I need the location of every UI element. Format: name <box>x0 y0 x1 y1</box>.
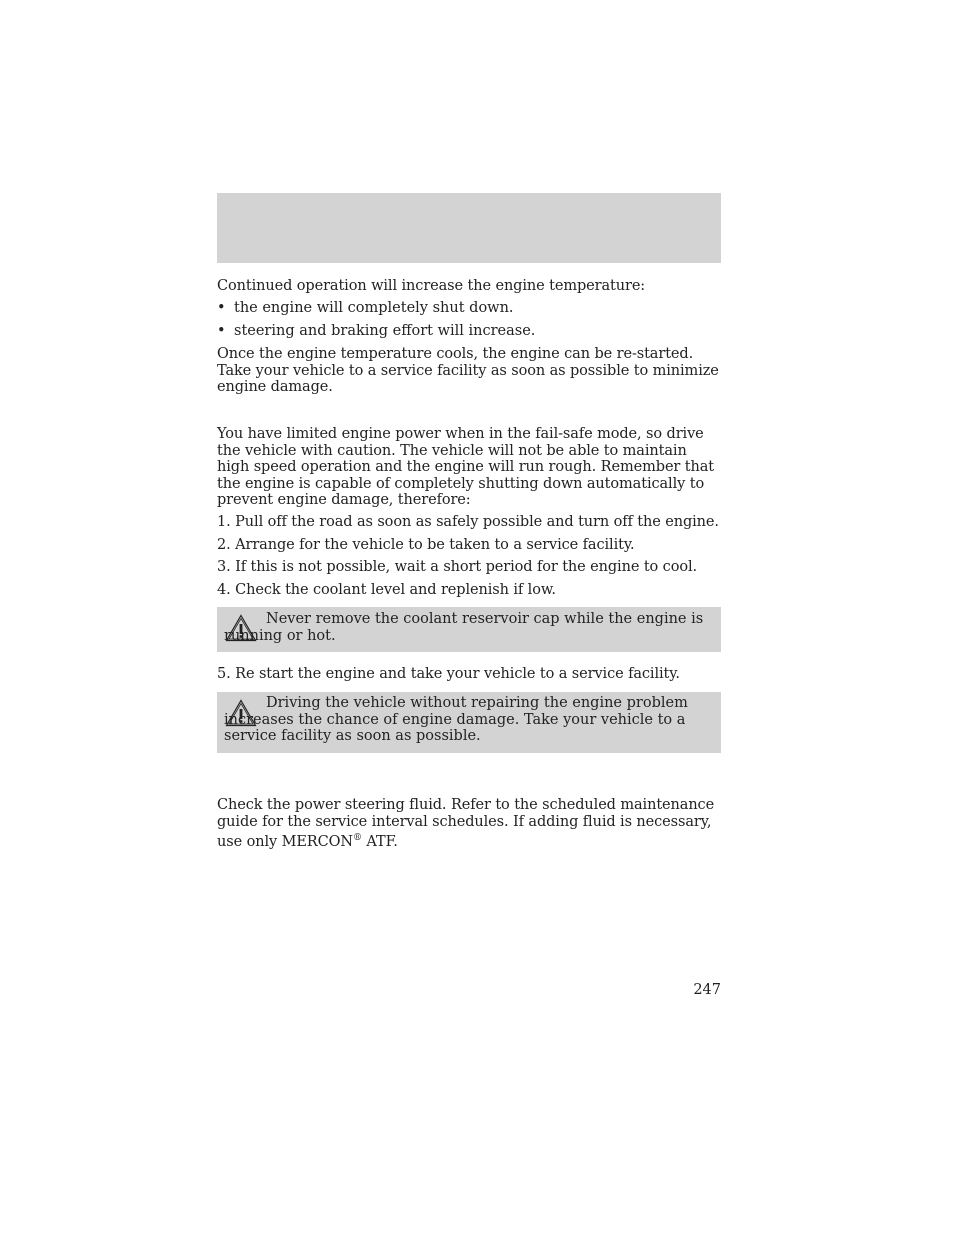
cooldown-paragraph: Once the engine temperature cools, the engine can be re-started. Take your vehicle to a service facility as soon as possible to minimize engine damage. <box>217 346 719 395</box>
bullet-icon: • <box>217 300 226 316</box>
warning-text: Never remove the coolant reservoir cap while the engine is running or hot. <box>224 611 704 644</box>
power-steering-paragraph <box>217 797 721 850</box>
bullet-item <box>217 300 721 317</box>
warning-box-engine-damage <box>217 692 721 753</box>
step-item: 2. Arrange for the vehicle to be taken to a service facility. <box>217 537 635 553</box>
power-steering-text-end: ATF. <box>361 833 398 850</box>
page-number: 247 <box>693 982 721 998</box>
bullet-item <box>217 323 721 340</box>
step-item: 5. Re start the engine and take your vehicle to a service facility. <box>217 666 680 682</box>
warning-box-coolant <box>217 607 721 652</box>
header-band <box>217 193 721 263</box>
registered-mark: ® <box>353 833 362 843</box>
step-item: 4. Check the coolant level and replenish if low. <box>217 582 556 598</box>
bullet-icon: • <box>217 323 226 339</box>
step-item: 1. Pull off the road as soon as safely possible and turn off the engine. <box>217 514 719 530</box>
bullet-text: steering and braking effort will increase. <box>234 323 536 339</box>
power-steering-text: Check the power steering fluid. Refer to the scheduled maintenance guide for the service interval schedules. If adding fluid is necessary, use only MERCON <box>217 797 715 850</box>
intro-text: Continued operation will increase the engine temperature: <box>217 278 646 294</box>
failsafe-paragraph: You have limited engine power when in the fail-safe mode, so drive the vehicle with caution. The vehicle will not be able to maintain high speed operation and the engine will run rough. Remember that the engine is capable of completely shutting down automatically to prevent engine damage, therefore: <box>217 426 715 508</box>
bullet-text: the engine will completely shut down. <box>234 300 514 316</box>
warning-text: Driving the vehicle without repairing the engine problem increases the chance of engine damage. Take your vehicle to a service facility as soon as possible. <box>224 695 688 744</box>
step-item: 3. If this is not possible, wait a short period for the engine to cool. <box>217 559 698 575</box>
